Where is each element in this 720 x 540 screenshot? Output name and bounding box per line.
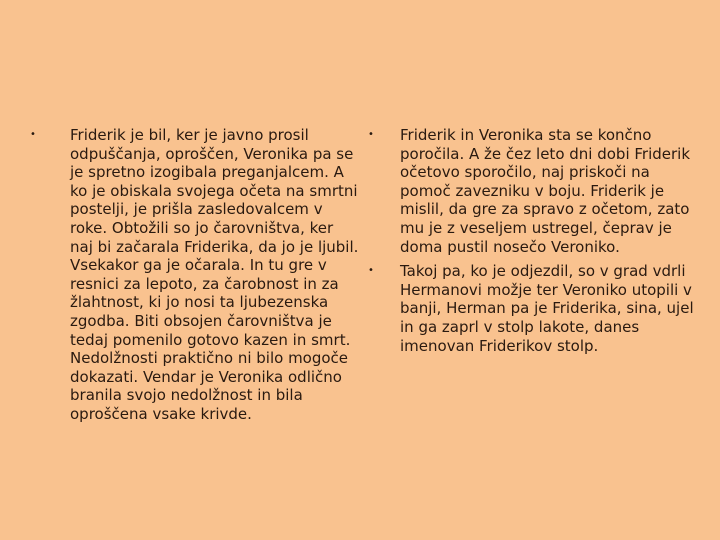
bullet-text: Friderik je bil, ker je javno prosil odpuščanja, oproščen, Veronika pa se je spretno izogibala preganjalcem. A ko je obiskala svojega očeta na smrtni postelji, je prišla zasledovalcem v roke. Obtožili so jo čarovništva, ker naj bi začarala Friderika, da jo je ljubil. Vsekakor ga je očarala. In tu gre v resnici za lepoto, za čarobnost in za žlahtnost, ki jo nosi ta ljubezenska zgodba. Biti obsojen čarovništva je tedaj pomenilo gotovo kazen in smrt. Nedolžnosti praktično ni bilo mogoče dokazati. Vendar je Veronika odlično branila svojo nedolžnost in bila oproščena vsake krivde. [70,126,359,423]
bullet-item [368,262,698,355]
bullet-text: Takoj pa, ko je odjezdil, so v grad vdrli Hermanovi možje ter Veroniko utopili v banji, Herman pa je Friderika, sina, ujel in ga zaprl v stolp lakote, danes imenovan Friderikov stolp. [400,262,694,355]
bullet-item [30,126,360,424]
bullet-icon: • [30,129,36,140]
bullet-icon: • [368,265,374,277]
right-column [368,126,698,361]
left-column [30,126,360,430]
bullet-icon: • [368,129,374,140]
bullet-item [368,126,698,256]
bullet-text: Friderik in Veronika sta se končno poročila. A že čez leto dni dobi Friderik očetovo sporočilo, naj priskoči na pomoč zavezniku v boju. Friderik je mislil, da gre za spravo z očetom, zato mu je z veseljem ustregel, čeprav je doma pustil nosečo Veroniko. [400,126,691,256]
